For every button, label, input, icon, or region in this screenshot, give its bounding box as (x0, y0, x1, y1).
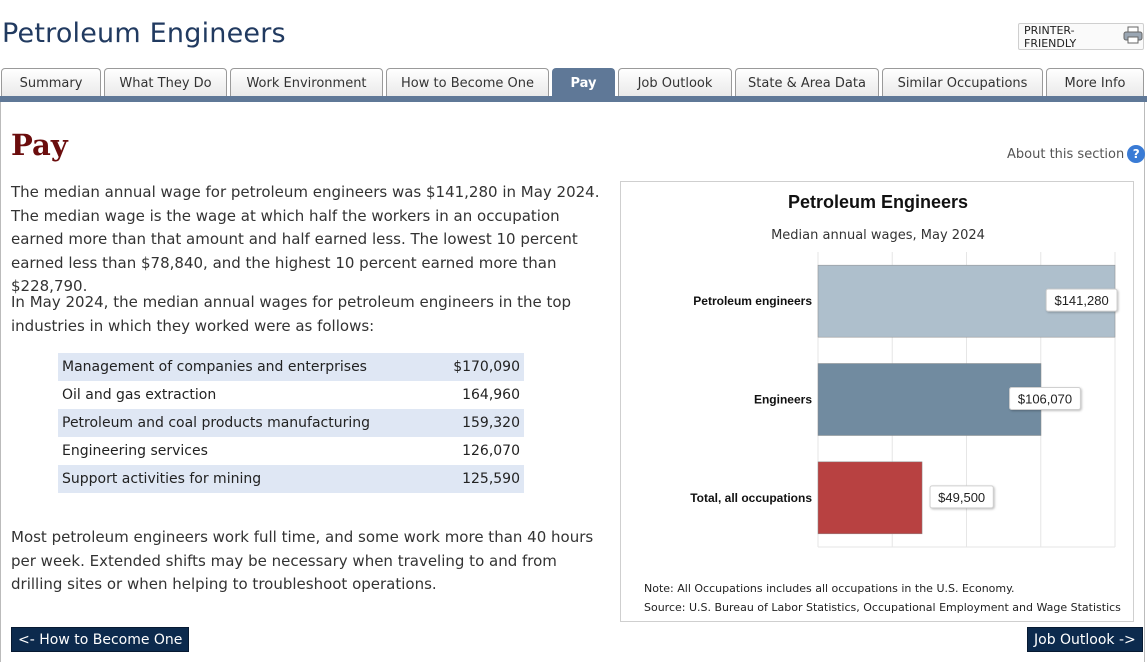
chart-value-label: $106,070 (1017, 391, 1073, 407)
industry-wage: 125,590 (435, 465, 524, 493)
tab-summary[interactable]: Summary (1, 68, 101, 98)
tab-similar-occupations[interactable]: Similar Occupations (882, 68, 1043, 98)
pay-paragraph-3: Most petroleum engineers work full time, and some work more than 40 hours per week. Extended shifts may be necessary when traveling to and from drilling sites or when helping to troubleshoot operations. (11, 528, 594, 593)
table-row (58, 409, 524, 437)
chart-category-label: Engineers (753, 392, 812, 407)
table-row (58, 353, 524, 381)
industry-wage: $170,090 (435, 353, 524, 381)
industry-name: Management of companies and enterprises (58, 353, 435, 381)
industry-wages-table (58, 353, 524, 493)
chart-bar (818, 462, 922, 534)
chart-note: Note: All Occupations includes all occupations in the U.S. Economy. (644, 582, 1015, 595)
chart-source: Source: U.S. Bureau of Labor Statistics, Occupational Employment and Wage Statistics (644, 601, 1121, 614)
chart-footnote (644, 579, 1121, 617)
pay-paragraph-2: In May 2024, the median annual wages for petroleum engineers in the top industries in which they worked were as follows: (11, 293, 572, 335)
industry-wage: 159,320 (435, 409, 524, 437)
next-section-button[interactable]: Job Outlook -> (1027, 627, 1143, 652)
tab-work-environment[interactable]: Work Environment (230, 68, 383, 98)
industry-name: Oil and gas extraction (62, 387, 217, 403)
printer-friendly-button[interactable] (1018, 23, 1144, 50)
table-row (58, 465, 524, 493)
industry-name: Support activities for mining (58, 465, 435, 493)
chart-category-label: Petroleum engineers (693, 294, 812, 309)
tab-state-area-data[interactable]: State & Area Data (735, 68, 879, 98)
chart-value-label: $141,280 (1054, 293, 1109, 309)
about-section-label: About this section (1007, 146, 1125, 162)
tab-what-they-do[interactable]: What They Do (104, 68, 227, 98)
tab-pay[interactable]: Pay (552, 68, 615, 98)
industry-name: Petroleum and coal products manufacturing (58, 409, 435, 437)
chart-value-label: $49,500 (938, 489, 986, 505)
tab-job-outlook[interactable]: Job Outlook (618, 68, 732, 98)
help-icon: ? (1127, 145, 1145, 163)
table-row (58, 381, 524, 409)
chart-plot (621, 182, 1135, 623)
chart-category-label: Total, all occupations (690, 490, 812, 505)
printer-icon (1123, 26, 1143, 47)
about-section-link[interactable] (1007, 145, 1145, 163)
tab-how-to-become-one[interactable]: How to Become One (386, 68, 549, 98)
chart-bar (818, 364, 1041, 436)
printer-friendly-label: PRINTER-FRIENDLY (1024, 23, 1077, 50)
tab-more-info[interactable]: More Info (1046, 68, 1144, 98)
page-title: Petroleum Engineers (2, 18, 286, 49)
chart-title: Petroleum Engineers (787, 192, 969, 212)
pay-paragraph-1: The median annual wage for petroleum engineers was $141,280 in May 2024. The median wage is the wage at which half the workers in an occupation earned more than that amount and half earned less. The lowest 10 percent earned less than $78,840, and the highest 10 percent earned more than $228,790. (11, 183, 600, 295)
industry-wage: 126,070 (462, 443, 520, 459)
table-row (58, 437, 524, 465)
wage-chart (620, 181, 1134, 622)
industry-name: Engineering services (62, 443, 208, 459)
chart-subtitle: Median annual wages, May 2024 (771, 228, 985, 243)
industry-wage: 164,960 (462, 387, 520, 403)
prev-section-button[interactable]: <- How to Become One (11, 627, 189, 652)
section-heading: Pay (11, 128, 68, 162)
